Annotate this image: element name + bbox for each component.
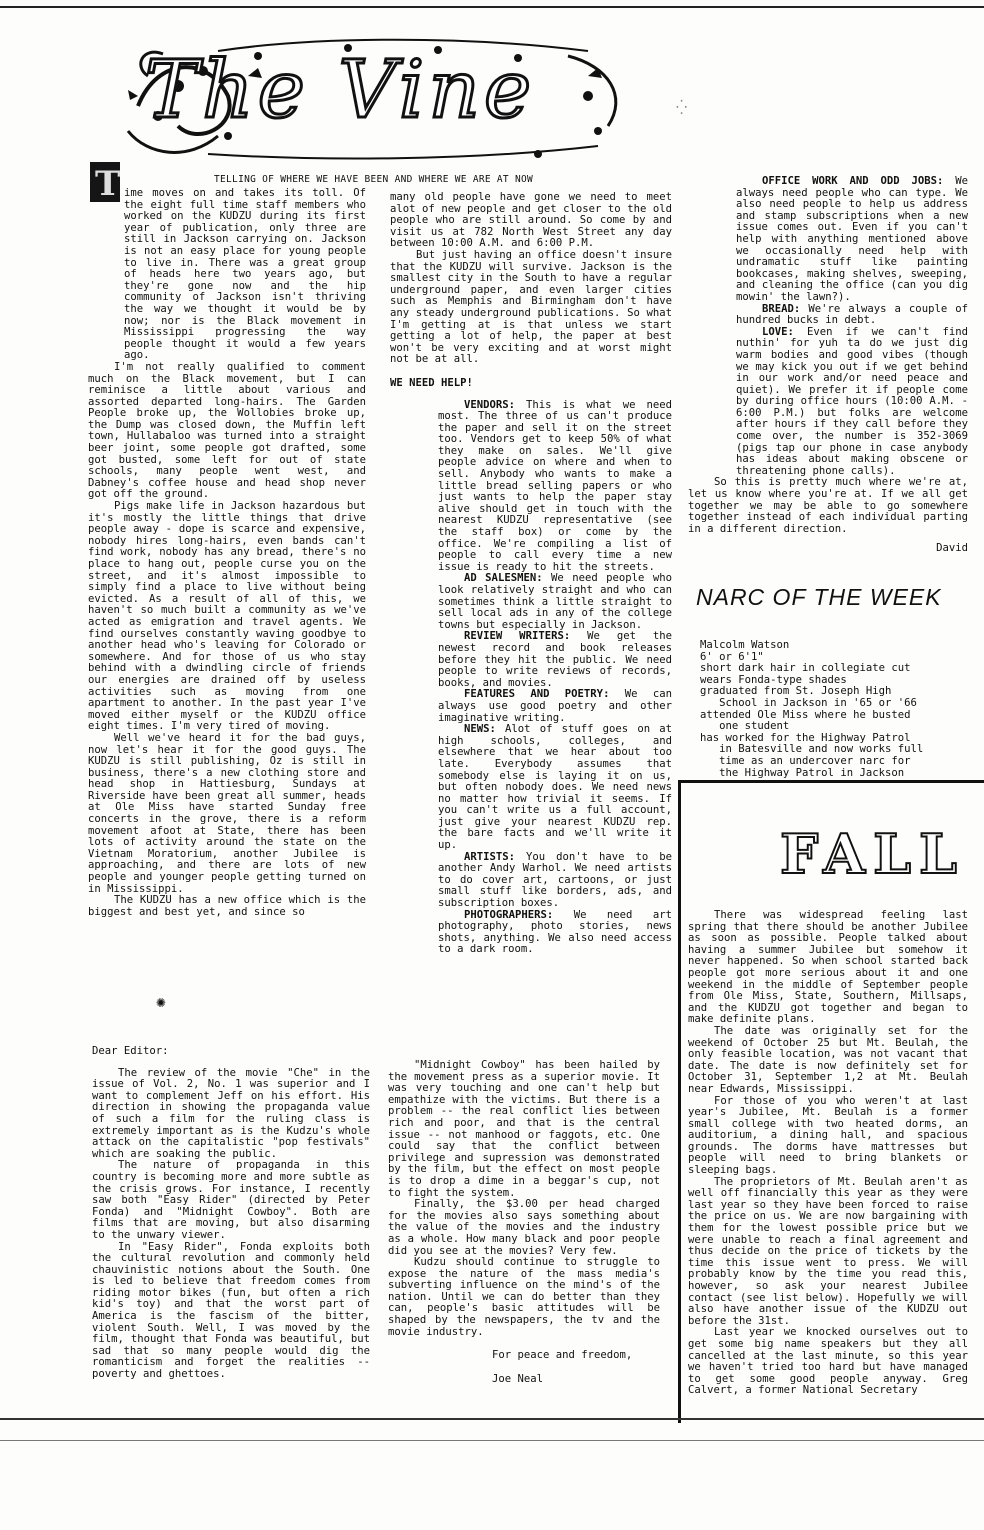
help-item bbox=[390, 573, 672, 631]
top-rule bbox=[0, 6, 984, 8]
help-item-key: BREAD: bbox=[762, 302, 801, 315]
help-item-key: AD SALESMEN: bbox=[464, 572, 543, 585]
help-item-text: Alot of stuff goes on at high schools, colleges, and elsewhere that we hear about too late. Everybody assumes that somebody else is laying it on us, but often nobody does. We need news no matter how trivial it seems. If you can't write us a full account, just give your nearest KUDZU rep. the bare facts and we'll write it up. bbox=[438, 723, 672, 852]
article-paragraph: many old people have gone we need to meet alot of new people and get closer to the old people who are still around. So come by and visit us at 782 North West Street any day between 10:00 A.M. and 6:00 P.M. bbox=[390, 191, 672, 250]
narc-line: short dark hair in collegiate cut bbox=[700, 662, 911, 675]
help-item-text: We need art photography, photo stories, news shots, anything. We also need access to a dark room. bbox=[438, 908, 672, 956]
fall-paragraph: There was widespread feeling last spring that there should be another Jubilee as soon as possible. People talked about having a summer Jubilee but somehow it never happened. So when school started back people got more serious about it and one weekend in the middle of September people from Ole Miss, State, Southern, Millsaps, and the KUDZU got together and began to make definite plans. bbox=[688, 909, 968, 1026]
article-paragraph: ime moves on and takes its toll. Of the eight full time staff members who worked on the KUDZU during its first year of publication, only three are still in Jackson carrying on. Jackson is not an easy place for young people to live in. There was a great group of heads here two years ago, but they're gone now and the hip community of Jackson isn't thriving the way we thought it would be by now; nor is the Black movement in Mississippi progressing the way people thought it would a few years ago. bbox=[124, 187, 366, 362]
help-list bbox=[390, 400, 672, 957]
bottom-rule-thin bbox=[0, 1440, 984, 1441]
author-signature: David bbox=[936, 542, 968, 555]
closing-paragraph: So this is pretty much where we're at, let us know where you're at. If we all get together we may be able to go somewhere together instead of each individual parting in a different direction. bbox=[688, 476, 968, 535]
article-paragraph: Pigs make life in Jackson hazardous but it's mostly the little things that drive people away - dope is scarce and expensive, nobody hires long-hairs, even bands can't find work, nobody has any bread, there's no place to hang out, people curse you on the street, and it's almost impossible to simply find a place to live without being evicted. As a result of all of this, we haven't so much built a community as we've acted as emigration and travel agents. We find ourselves constantly waving goodbye to another head who's leaving for Colorado or somewhere. And for those of us who stay behind with a dwindling circle of friends our energies are drained off by useless activities such as moving from one apartment to another. In the past year I've moved either myself or the KUDZU office eight times. I'm very tired of moving. bbox=[88, 500, 366, 733]
help-item bbox=[390, 689, 672, 724]
letter-signature: Joe Neal bbox=[492, 1372, 544, 1385]
article-column-3 bbox=[688, 176, 968, 555]
letter-salutation: Dear Editor: bbox=[92, 1045, 169, 1057]
narc-line: time as an undercover narc for bbox=[700, 754, 911, 767]
narc-line: graduated from St. Joseph High bbox=[700, 685, 892, 698]
help-item-key: NEWS: bbox=[464, 723, 496, 736]
help-item bbox=[390, 910, 672, 956]
letter-paragraph: Kudzu should continue to struggle to expose the nature of the mass media's subverting influence on the mind's of the nation. Until we can do better than they can, people's basic attitudes will be shaped by the newspapers, the tv and the movie industry. bbox=[388, 1256, 660, 1338]
help-item-key: OFFICE WORK AND ODD JOBS: bbox=[762, 175, 944, 187]
help-item-key: ARTISTS: bbox=[464, 850, 516, 863]
help-item bbox=[688, 176, 968, 304]
print-speck: ⁛ bbox=[676, 100, 688, 116]
help-item-text: We're always a couple of hundred bucks in debt. bbox=[736, 302, 968, 327]
article-paragraph: I'm not really qualified to comment much on the Black movement, but I can reminisce a little about various and assorted departed long-hairs. The Garden People broke up, the Wollobies broke up, the Dump was closed down, the Muffin left town, Hullabaloo was turned into a straight beer joint, some people got drafted, some got busted, some left for out of state schools, many people went west, and Dabney's coffee house and head shop never got off the ground. bbox=[88, 360, 366, 501]
need-help-heading: WE NEED HELP! bbox=[390, 376, 473, 389]
help-item-text: We always need people who can type. We also need people to help us address and stamp subscriptions when a new issue comes out. Even if you can't help with anything mentioned above we occasionally need help with undramatic stuff like painting bookcases, making shelves, sweeping, and cleaning the office (can you dig mowin' the lawn?). bbox=[736, 175, 968, 303]
narc-line: Malcolm Watson bbox=[700, 639, 790, 651]
fall-paragraph: The date was originally set for the weekend of October 25 but Mt. Beulah, the only feasible location, was not vacant that date. The date is now definitely set for October 31, September 1,2 at Mt. Beulah near Edwards, Mississippi. bbox=[688, 1024, 968, 1095]
help-item bbox=[390, 724, 672, 852]
narc-details bbox=[700, 640, 970, 779]
narc-line: one student bbox=[700, 720, 790, 733]
help-item-key: FEATURES AND POETRY: bbox=[464, 688, 610, 701]
separator-ornament-icon: ✺ bbox=[156, 992, 166, 1011]
help-item-key: PHOTOGRAPHERS: bbox=[464, 908, 554, 921]
fall-paragraph: For those of you who weren't at last year's Jubilee, Mt. Beulah is a former small college with two heated dorms, an auditorium, a dining hall, and spacious grounds. The dorms have mattresses but people will need to bring blankets or sleeping bags. bbox=[688, 1094, 968, 1177]
fall-paragraph: Last year we knocked ourselves out to get some big name speakers but they all cancelled at the last minute, so this year we haven't tried too hard but have managed to get some good people anyway. Greg Calvert, a former National Secretary bbox=[688, 1326, 968, 1397]
narc-line: in Batesville and now works full bbox=[700, 743, 924, 756]
article-heading: TELLING OF WHERE WE HAVE BEEN AND WHERE WE ARE AT NOW bbox=[214, 174, 534, 185]
narc-line: attended Ole Miss where he busted bbox=[700, 708, 911, 721]
letter-paragraph: The nature of propaganda in this country is becoming more and more subtle as the crisis grows. For instance, I recently saw both "Easy Rider" (directed by Peter Fonda) and "Midnight Cowboy". Both are films that are moving, but also disarming to the unwary viewer. bbox=[92, 1159, 370, 1241]
narc-heading: NARC OF THE WEEK bbox=[696, 584, 942, 610]
help-item-key: LOVE: bbox=[762, 325, 794, 338]
letter-column-2 bbox=[388, 1060, 660, 1385]
article-column-2 bbox=[390, 192, 672, 956]
letter-paragraph: Finally, the $3.00 per head charged for the movies also says something about the value of the movies and the industry as a whole. How many black and poor people did you see at the movies? Very few. bbox=[388, 1198, 660, 1257]
fall-heading: FALL bbox=[780, 822, 966, 886]
help-item-text: We can always use good poetry and other imaginative writing. bbox=[438, 688, 672, 724]
help-item bbox=[390, 852, 672, 910]
help-item-text: This is what we need most. The three of us can't produce the paper and sell it on the street too. Vendors get to keep 50% of what they make on sales. We'll give people advice on where and when to sell. Anybody who wants to make a little bread selling papers or who just wants to help the paper stay alive should get in touch with the nearest KUDZU representative (see the staff box) or come by the office. We're compiling a list of people to call every time a new issue is ready to hit the streets. bbox=[438, 398, 672, 573]
bottom-rule bbox=[0, 1418, 984, 1420]
letter-closing: For peace and freedom, bbox=[492, 1349, 633, 1362]
narc-line: the Highway Patrol in Jackson bbox=[700, 766, 905, 779]
article-paragraph: But just having an office doesn't insure that the KUDZU will survive. Jackson is the smallest city in the South to have a regular underground paper, and even larger cities such as Memphis and Birmingham don't have any steady underground publications. So what I'm getting at is that unless we start getting a lot of help, the paper at best won't be very exciting and at worst might not be at all. bbox=[390, 248, 672, 366]
help-item-text: We get the newest record and book releases before they hit the public. We need people to write reviews of records, books, and movies. bbox=[438, 630, 672, 689]
narc-line: School in Jackson in '65 or '66 bbox=[700, 696, 917, 709]
help-item-text: Even if we can't find nuthin' for yuh ta do we just dig warm bodies and good vibes (though we may kick you out if we get behind in our work and/or need peace and quiet). We prefer it if people come by during office hours (10:00 A.M. - 6:00 P.M.) but folks are welcome after hours if they call before they come over, the number is 352-3069 (pigs tap our phone in case anybody has ideas about making obscene or threatening phone calls). bbox=[736, 325, 968, 477]
fall-paragraph: The proprietors of Mt. Beulah aren't as well off financially this year as they were last year so they have been forced to raise the price on us. We are now bargaining with them for the lowest possible price but we were unable to reach a final agreement and thus decide on the price of tickets by the time this issue went to press. We will probably know by the time you read this, however, so ask your nearest Jubilee contact (see list below). Hopefully we will also have another issue of the KUDZU out before the 31st. bbox=[688, 1175, 968, 1327]
help-list-continued bbox=[688, 176, 968, 477]
help-item-key: VENDORS: bbox=[464, 398, 516, 411]
help-item-key: REVIEW WRITERS: bbox=[464, 630, 571, 643]
narc-line: has worked for the Highway Patrol bbox=[700, 731, 911, 744]
help-item bbox=[390, 631, 672, 689]
narc-line: wears Fonda-type shades bbox=[700, 673, 847, 686]
article-paragraph: Well we've heard it for the bad guys, now let's hear it for the good guys. The KUDZU is still publishing, Oz is still in business, there's a new clothing store and head shop in Hattiesburg, Sundays at Riverside have been great all summer, heads at Ole Miss have started Sunday free concerts in the grove, there is a reform movement afoot at State, there has been lots of activity around the state on the Vietnam Moratorium, another Jubilee is approaching, and there are lots of new people and younger people getting turned on in Mississippi. bbox=[88, 731, 366, 895]
help-item bbox=[390, 400, 672, 574]
help-item-text: You don't have to be another Andy Warhol. We need artists to do cover art, cartoons, or just small stuff like borders, ads, and subscription boxes. bbox=[438, 850, 672, 910]
article-column-1 bbox=[88, 188, 366, 918]
letter-paragraph: "Midnight Cowboy" has been hailed by the movement press as a superior movie. It was very touching and one can't help but empathize with the victims. But there is a problem -- the real conflict lies between rich and poor, and that is the central issue -- not manhood or faggots, etc. One could say that the conflict between privilege and supression was demonstrated by the film, but the effect on most people is to drop a dime in a beggar's cup, not to fight the system. bbox=[388, 1059, 660, 1199]
masthead-title: The Vine bbox=[144, 43, 536, 136]
help-item bbox=[688, 327, 968, 478]
letter-paragraph: In "Easy Rider", Fonda exploits both the cultural revolution and commonly held chauvinistic notions about the South. One is led to believe that freedom comes from riding motor bikes (fun, but often a rich kid's toy) and that the worst part of America is the fascism of the bitter, violent South. Well, I was moved by the film, thought that Fonda was beautiful, but sad that so many people would dig the romanticism and forget the realities -- poverty and ghettoes. bbox=[92, 1240, 370, 1381]
narc-line: 6' or 6'1" bbox=[700, 650, 764, 663]
letter-column-1 bbox=[92, 1046, 370, 1381]
help-item bbox=[688, 304, 968, 327]
article-paragraph: The KUDZU has a new office which is the biggest and best yet, and since so bbox=[88, 894, 366, 918]
help-item-text: We need people who look relatively straight and who can sometimes think a little straight to sell local ads in any of the college towns but especially in Jackson. bbox=[438, 572, 672, 631]
letter-paragraph: The review of the movie "Che" in the issue of Vol. 2, No. 1 was superior and I want to complement Jeff on his effort. His direction in showing the propaganda value of such a film for the ruling class is extremely important as is the Kudzu's whole attack on the capitalistic "pop festivals" which are soaking the public. bbox=[92, 1066, 370, 1160]
fall-article bbox=[688, 910, 968, 1397]
